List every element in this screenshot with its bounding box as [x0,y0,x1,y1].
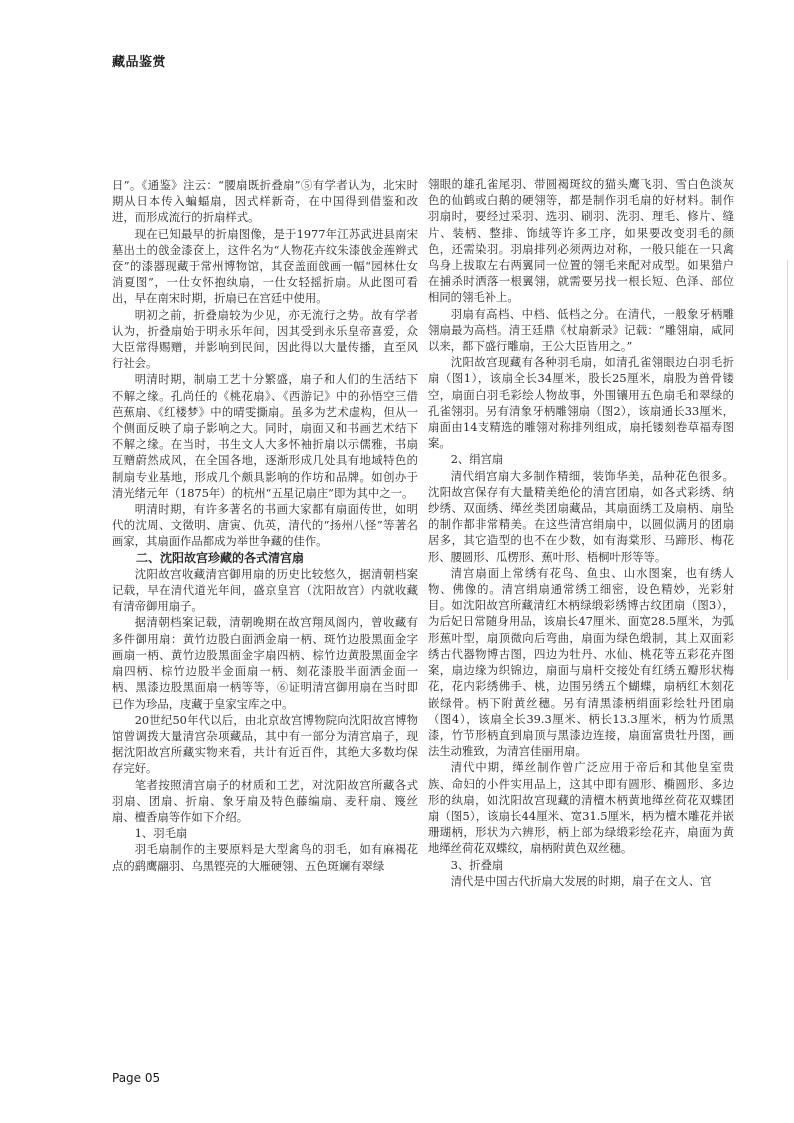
section-heading: 二、沈阳故宫珍藏的各式清宫扇 [136,550,305,565]
left-column [112,177,418,1107]
paragraph: 清代中期，缂丝制作曾广泛应用于帝后和其他皇室贵族、命妇的小件实用品上，这其中即有圆形、椭圆形、多边形的纨扇，如沈阳故宫现藏的清檀木柄黄地缂丝荷花双蝶团扇（图5），该扇长44厘米、宽31.5厘米，柄为檀木雕花并嵌珊瑚柄，形状为六辨形，柄上部为绿缎彩绘花卉，扇面为黄地缂丝荷花双蝶纹，扇柄附黄色双丝穗。 [428,760,734,856]
right-column [428,176,734,1106]
section-heading: 2、绢宫扇 [450,452,504,467]
paragraph: 沈阳故宫收藏清宫御用扇的历史比较悠久，据清朝档案记载，早在清代道光年间，盛京皇宫（沈阳故宫）内就收藏有清帝御用扇子。 [112,566,418,614]
paragraph: 羽毛扇制作的主要原料是大型禽鸟的羽毛，如有麻褐花点的鹞鹰翮羽、乌黑铿亮的大雁硬翎、五色斑斓有翠绿 [112,842,418,873]
paragraph: 笔者按照清宫扇子的材质和工艺，对沈阳故宫所藏各式羽扇、团扇、折扇、象牙扇及特色藤编扇、麦秆扇、篾丝扇、檀香扇等作如下介绍。 [112,777,418,824]
paragraph: 明清时期，制扇工艺十分繁盛，扇子和人们的生活结下不解之缘。孔尚任的《桃花扇》、《西游记》中的孙悟空三借芭蕉扇、《红楼梦》中的晴雯撕扇。虽多为艺术虚构，但从一个侧面反映了扇子影响之大。同时，扇面又和书画艺术结下不解之缘。在当时，书生文人大多怀袖折扇以示儒雅，书扇互赠蔚然成风，在全国各地，逐渐形成几处具有地域特色的制扇专业基地，形成几个颇具影响的作坊和品牌。如创办于清光绪元年（1875年）的杭州“五星记扇庄”即为其中之一。 [112,372,418,500]
paragraph: 明初之前，折叠扇较为少见，亦无流行之势。故有学者认为，折叠扇始于明永乐年间，因其受到永乐皇帝喜爱，众大臣常得赐赠，并影响到民间，因此得以大量传播，直至风行社会。 [112,307,418,371]
paragraph: 清代是中国古代折扇大发展的时期，扇子在文人、官 [450,873,712,888]
page-number: Page 05 [112,1071,161,1085]
paragraph: 20世纪50年代以后，由北京故宫博物院向沈阳故宫博物馆曾调拨大量清宫杂项藏品，其中有一部分为清宫扇子，现据沈阳故宫所藏实物来看，共计有近百件，其绝大多数均保存完好。 [112,712,418,776]
paragraph: 清代绢宫扇大多制作精细，装饰华美，品种花色很多。沈阳故宫保存有大量精美绝伦的清宫团扇，如各式彩绣、纳纱绣、双面绣、缂丝类团扇藏品，其扇面绣工及扇柄、扇坠的制作都非常精美。在这些清宫绢扇中，以圆似满月的团扇居多，其它造型的也不在少数，如有海棠形、马蹄形、梅花形、腰圆形、瓜楞形、蕉叶形、梧桐叶形等等。 [428,468,734,564]
section-label: 藏品鉴赏 [112,55,167,70]
paragraph: 翎眼的雄孔雀尾羽、带圆褐斑纹的猫头鹰飞羽、雪白色淡灰色的仙鹤或白鹅的硬翎等，都是制作羽毛扇的好材料。制作羽扇时，要经过采羽、选羽、刷羽、洗羽、理毛、修片、缝片、装柄、整排、饰绒等许多工序，如果要改变羽毛的颜色，还需染羽。羽扇排列必须两边对称，一般只能在一只禽鸟身上拔取左右两翼同一位置的翎毛来配对成型。如果猎户在捕杀时洒落一根翼翎，就需要另找一根长短、色泽、部位相同的翎毛补上。 [428,177,734,305]
section-heading: 1、羽毛扇 [134,826,188,841]
paragraph: 沈阳故宫现藏有各种羽毛扇，如清孔雀翎眼边白羽毛折扇（图1），该扇全长34厘米，股长25厘米，扇股为兽骨镂空，扇面白羽毛彩绘人物故事，外围镶用五色扇毛和翠绿的孔雀翎羽。另有清象牙柄雕翎扇（图2），该扇通长33厘米，扇面由14支精选的雕翎对称排列组成，扇托镂刻卷草福寿图案。 [428,355,734,451]
paragraph: 据清朝档案记载，清朝晚期在故宫翔凤阁内，曾收藏有多件御用扇：黄竹边股白面洒金扇一柄、斑竹边股黑面金字画扇一柄、黄竹边股黑面金字扇四柄、棕竹边黄股黑面金字扇四柄、棕竹边股半金面扇一柄、刻花漆股半面洒金面一柄、黑漆边股黑面扇一柄等等，⑥证明清宫御用扇在当时即已作为珍品，庋藏于皇家宝库之中。 [112,615,418,711]
paragraph: 现在已知最早的折扇图像，是于1977年江苏武进县南宋墓出土的戗金漆奁上，这件名为“人物花卉纹朱漆戗金莲辫式奁”的漆器现藏于常州博物馆，其奁盖面戗画一幅“园林仕女消夏图”，一仕女怀抱纨扇，一仕女轻摇折扇。从此图可看出，早在南宋时期，折扇已在宫廷中使用。 [112,226,418,306]
scan-edge-line [787,260,788,680]
paragraph: 日”。《通鉴》注云：“腰扇既折叠扇”⑤有学者认为，北宋时期从日本传入蝙蝠扇，因式样新奇，在中国得到借鉴和改进，而形成流行的折扇样式。 [112,178,418,225]
section-heading: 3、折叠扇 [450,857,504,872]
paragraph: 清宫扇面上常绣有花鸟、鱼虫、山水图案，也有绣人物、佛像的。清宫绢扇通常绣工细密，设色精妙，光彩射目。如沈阳故宫所藏清红木柄绿缎彩绣博古纹团扇（图3），为后妃日常随身用品，该扇长47厘米、面宽28.5厘米，为弧形蕉叶型，扇顶微向后弯曲，扇面为绿色缎制，其上双面彩绣古代器物博古图，四边为牡丹、水仙、桃花等五彩花卉图案，扇边缘为织锦边，扇面与扇杆交接处有红绣五瓣形状梅花，花内彩绣佛手、桃，边围另绣五个蝴蝶，扇柄红木刻花嵌绿骨。柄下附黄丝穗。另有清黑漆柄绢面彩绘牡丹团扇（图4），该扇全长39.3厘米、柄长13.3厘米，柄为竹质黑漆，竹节形柄直到扇顶与黑漆边连接，扇面富贵牡丹图，画法生动雅致，为清宫佳丽用扇。 [428,565,734,759]
paragraph: 明清时期，有许多著名的书画大家都有扇面传世，如明代的沈周、文徵明、唐寅、仇英，清代的“扬州八怪”等著名画家，其扇面作品都成为举世争藏的佳作。 [112,502,418,549]
paragraph: 羽扇有高档、中档、低档之分。在清代，一般象牙柄雕翎扇最为高档。清王廷鼎《杖扇新录》记载：“雕翎扇，咸同以来，都下盛行雕扇，王公大臣皆用之。” [428,306,734,354]
